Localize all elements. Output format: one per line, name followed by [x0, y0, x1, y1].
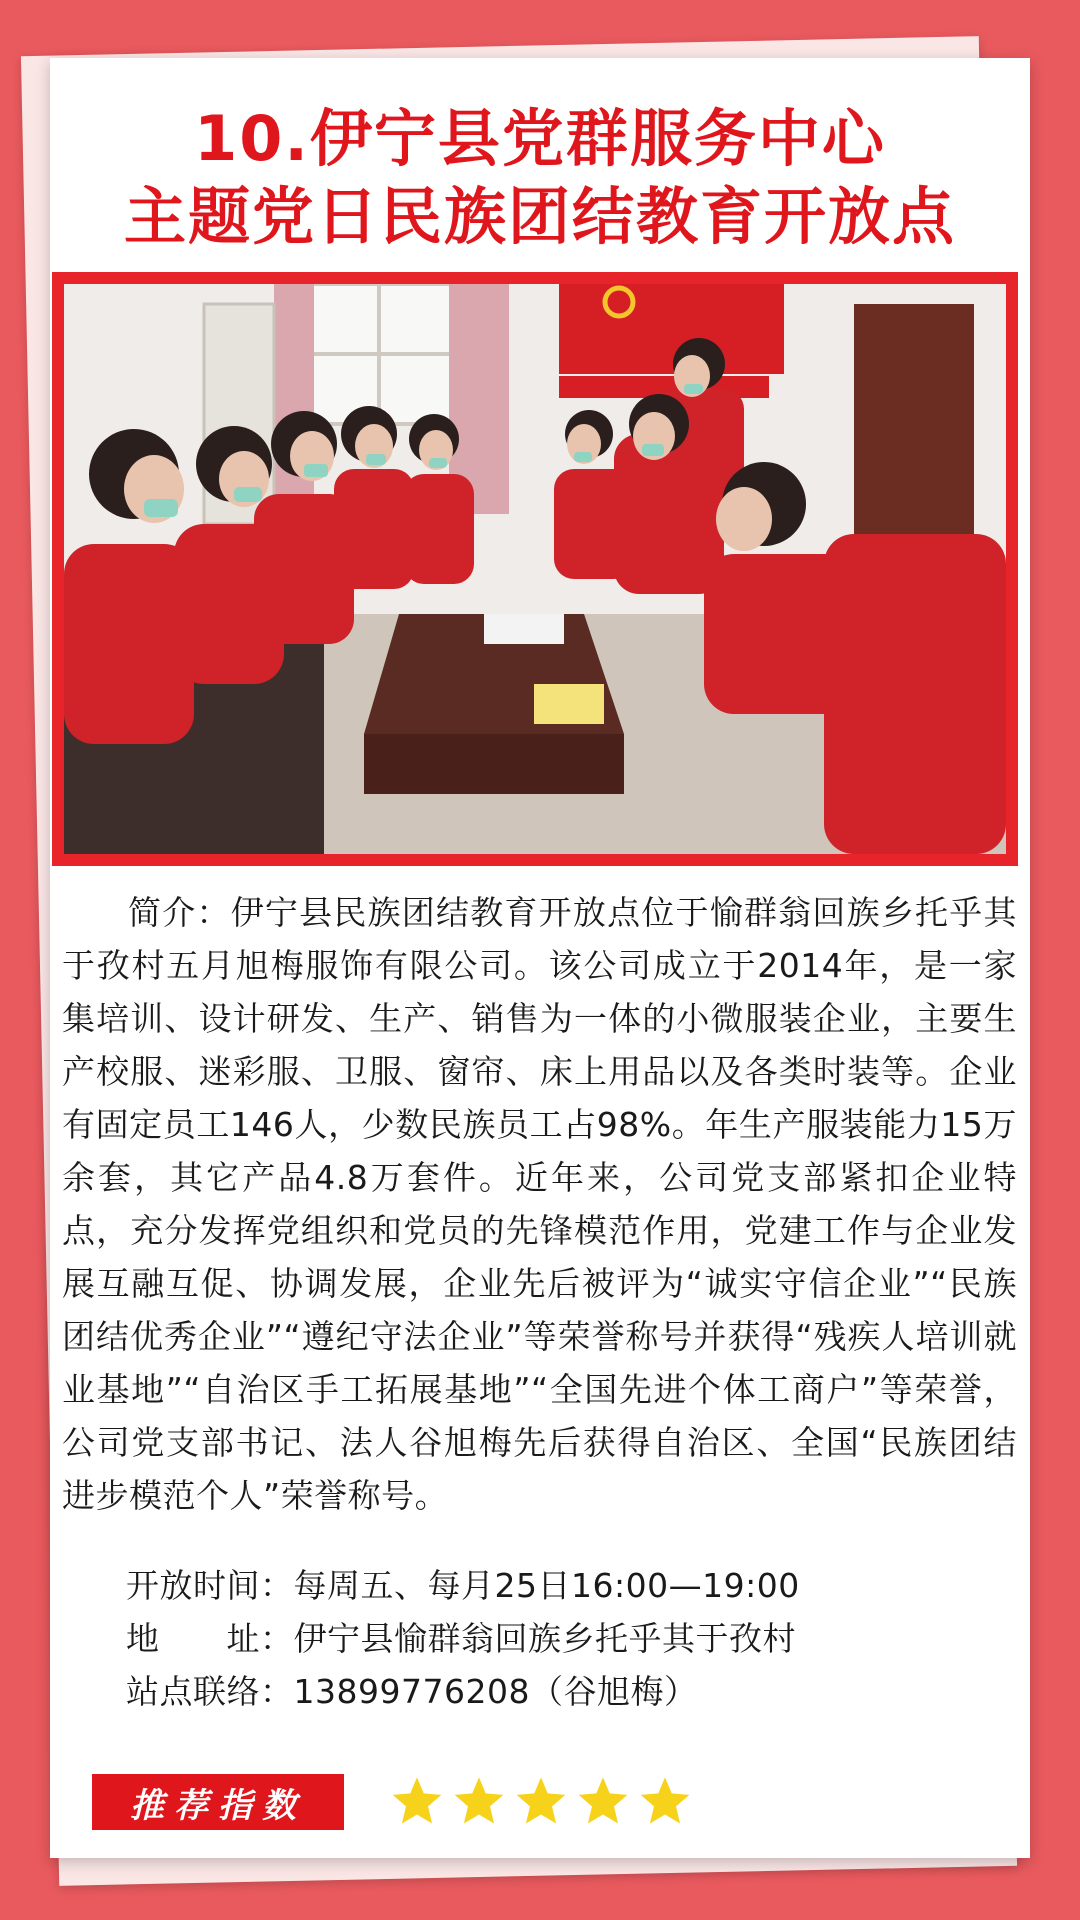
star-icon: [514, 1774, 568, 1828]
title-line-1: 10.伊宁县党群服务中心: [194, 102, 886, 175]
title-line-2: 主题党日民族团结教育开放点: [123, 180, 956, 253]
contact: 站点联络：13899776208（谷旭梅）: [126, 1672, 698, 1711]
meeting-photo: [64, 284, 1006, 854]
star-icon: [576, 1774, 630, 1828]
address: 地 址：伊宁县愉群翁回族乡托乎其于孜村: [126, 1619, 796, 1658]
photo-frame: [52, 272, 1018, 866]
star-icon: [390, 1774, 444, 1828]
open-hours: 开放时间：每周五、每月25日16:00—19:00: [126, 1566, 800, 1605]
star-icon: [452, 1774, 506, 1828]
intro-paragraph: 简介：伊宁县民族团结教育开放点位于愉群翁回族乡托乎其于孜村五月旭梅服饰有限公司。该公司成立于2014年，是一家集培训、设计研发、生产、销售为一体的小微服装企业，主要生产校服、迷彩服、卫服、窗帘、床上用品以及各类时装等。企业有固定员工146人，少数民族员工占98%。年生产服装能力15万余套，其它产品4.8万套件。近年来，公司党支部紧扣企业特点，充分发挥党组织和党员的先锋模范作用，党建工作与企业发展互融互促、协调发展，企业先后被评为“诚实守信企业”“民族团结优秀企业”“遵纪守法企业”等荣誉称号并获得“残疾人培训就业基地”“自治区手工拓展基地”“全国先进个体工商户”等荣誉，公司党支部书记、法人谷旭梅先后获得自治区、全国“民族团结进步模范个人”荣誉称号。: [62, 893, 1017, 1515]
meeting-photo-illustration: [64, 284, 1006, 854]
rating-label: 推荐指数: [92, 1774, 344, 1830]
star-icon: [638, 1774, 692, 1828]
page-title: [60, 100, 1020, 256]
rating-stars: [390, 1774, 692, 1830]
